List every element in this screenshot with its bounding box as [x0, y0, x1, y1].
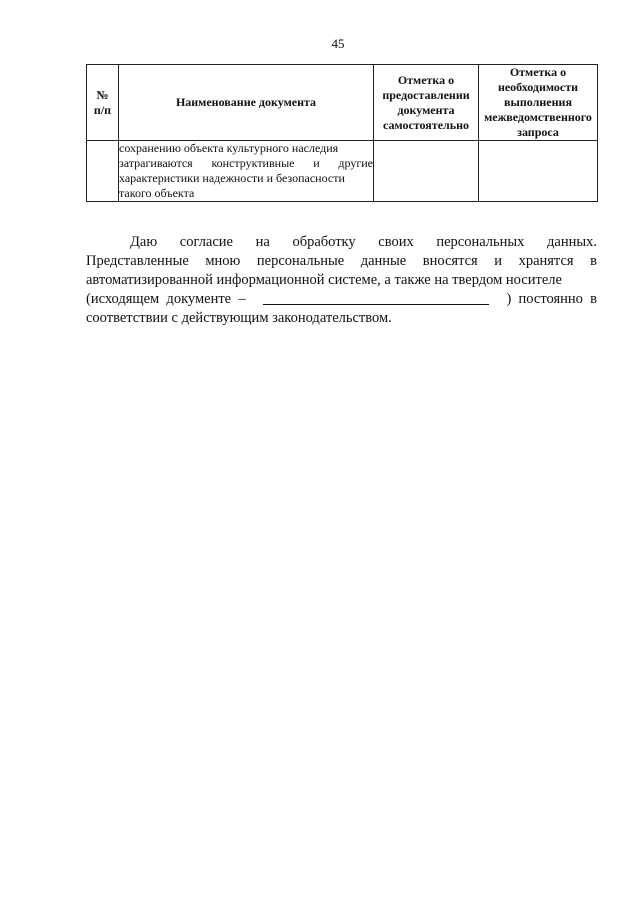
header-self-provided: Отметка о предоставлении документа самостоятельно [374, 65, 479, 141]
row-name-line: сохранению объекта культурного наследия [119, 141, 339, 155]
documents-table [86, 64, 598, 202]
header-number: № п/п [87, 65, 119, 141]
consent-line-3: автоматизированной информационной системе, а также на твердом носителе [86, 272, 562, 288]
table-header-row [87, 65, 598, 141]
row-name-line: характеристики надежности и безопасности [119, 171, 345, 185]
row-self-provided-cell [374, 141, 479, 202]
consent-line-4: (исходящем документе – ) постоянно в [86, 291, 597, 307]
header-interagency-request: Отметка о необходимости выполнения межведомственного запроса [479, 65, 598, 141]
row-number-cell [87, 141, 119, 202]
page-number: 45 [331, 36, 345, 51]
consent-paragraph [86, 233, 597, 328]
header-document-name: Наименование документа [119, 65, 374, 141]
consent-line-5: соответствии с действующим законодательством. [86, 310, 392, 326]
row-document-name-cell [119, 141, 374, 202]
row-name-line: затрагиваются конструктивные и другие [119, 156, 373, 170]
consent-line-2: Представленные мною персональные данные вносятся и хранятся в [86, 253, 597, 269]
outgoing-document-blank[interactable] [263, 290, 489, 305]
table-row [87, 141, 598, 202]
row-name-line: такого объекта [119, 186, 195, 200]
row-interagency-request-cell [479, 141, 598, 202]
consent-line-1: Даю согласие на обработку своих персональных данных. [130, 234, 597, 250]
